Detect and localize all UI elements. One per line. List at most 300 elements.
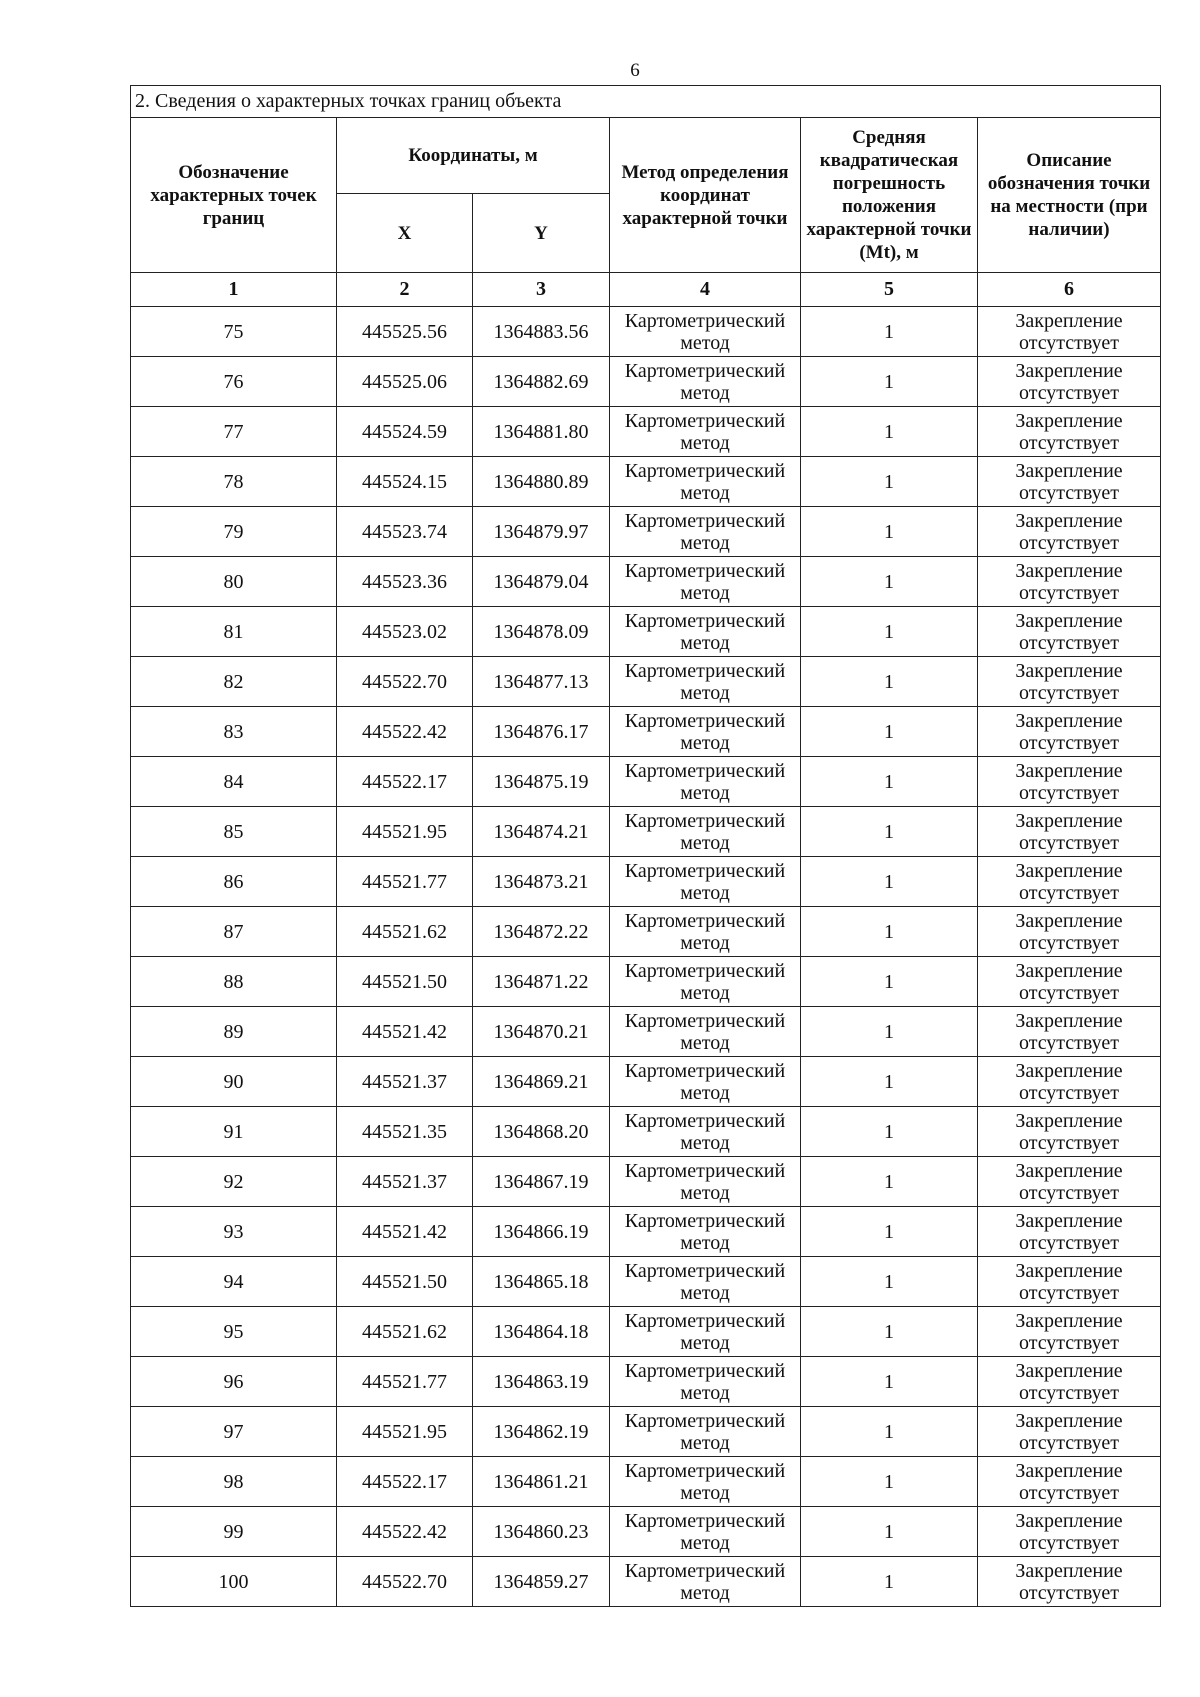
method-cell-line: Картометрический bbox=[624, 1059, 786, 1082]
description-cell bbox=[978, 507, 1161, 557]
point-number-cell: 85 bbox=[131, 807, 337, 857]
description-cell bbox=[978, 357, 1161, 407]
method-cell-line: метод bbox=[680, 631, 730, 654]
point-number-cell: 79 bbox=[131, 507, 337, 557]
y-coordinate-cell: 1364878.09 bbox=[473, 607, 610, 657]
x-coordinate-cell: 445521.95 bbox=[337, 1407, 473, 1457]
x-coordinate-cell: 445521.37 bbox=[337, 1057, 473, 1107]
point-number-cell: 100 bbox=[131, 1557, 337, 1607]
method-cell-line: Картометрический bbox=[624, 759, 786, 782]
method-cell-line: Картометрический bbox=[624, 659, 786, 682]
method-cell-line: метод bbox=[680, 581, 730, 604]
y-coordinate-cell: 1364860.23 bbox=[473, 1507, 610, 1557]
header-x: X bbox=[337, 194, 473, 273]
description-cell-line: отсутствует bbox=[1018, 531, 1120, 554]
table-row bbox=[131, 957, 1161, 1007]
method-cell bbox=[610, 457, 801, 507]
error-cell: 1 bbox=[801, 507, 978, 557]
method-cell-line: метод bbox=[680, 381, 730, 404]
description-cell bbox=[978, 807, 1161, 857]
description-cell-line: Закрепление bbox=[1015, 359, 1123, 382]
y-coordinate-cell: 1364873.21 bbox=[473, 857, 610, 907]
method-cell-line: Картометрический bbox=[624, 859, 786, 882]
error-cell: 1 bbox=[801, 1357, 978, 1407]
point-number-cell: 93 bbox=[131, 1207, 337, 1257]
header-y: Y bbox=[473, 194, 610, 273]
table-row bbox=[131, 557, 1161, 607]
y-coordinate-cell: 1364881.80 bbox=[473, 407, 610, 457]
x-coordinate-cell: 445523.36 bbox=[337, 557, 473, 607]
method-cell-line: Картометрический bbox=[624, 1359, 786, 1382]
method-cell-line: Картометрический bbox=[624, 309, 786, 332]
description-cell-line: отсутствует bbox=[1018, 431, 1120, 454]
table-row bbox=[131, 507, 1161, 557]
description-cell bbox=[978, 1057, 1161, 1107]
method-cell-line: метод bbox=[680, 981, 730, 1004]
column-number: 4 bbox=[610, 273, 801, 307]
method-cell bbox=[610, 607, 801, 657]
x-coordinate-cell: 445524.15 bbox=[337, 457, 473, 507]
header-description: Описание обозначения точки на местности (при наличии) bbox=[978, 118, 1161, 273]
method-cell bbox=[610, 407, 801, 457]
error-cell: 1 bbox=[801, 1107, 978, 1157]
y-coordinate-cell: 1364879.04 bbox=[473, 557, 610, 607]
description-cell-line: отсутствует bbox=[1018, 881, 1120, 904]
method-cell bbox=[610, 707, 801, 757]
error-cell: 1 bbox=[801, 1457, 978, 1507]
method-cell-line: Картометрический bbox=[624, 809, 786, 832]
error-cell: 1 bbox=[801, 457, 978, 507]
column-number: 5 bbox=[801, 273, 978, 307]
description-cell-line: Закрепление bbox=[1015, 1259, 1123, 1282]
table-row bbox=[131, 307, 1161, 357]
method-cell bbox=[610, 1157, 801, 1207]
description-cell-line: отсутствует bbox=[1018, 331, 1120, 354]
error-cell: 1 bbox=[801, 657, 978, 707]
method-cell bbox=[610, 307, 801, 357]
table-body bbox=[131, 86, 1161, 1607]
method-cell bbox=[610, 1057, 801, 1107]
method-cell bbox=[610, 557, 801, 607]
method-cell-line: метод bbox=[680, 1031, 730, 1054]
error-cell: 1 bbox=[801, 1057, 978, 1107]
table-row bbox=[131, 1107, 1161, 1157]
description-cell-line: отсутствует bbox=[1018, 681, 1120, 704]
table-row bbox=[131, 1557, 1161, 1607]
method-cell bbox=[610, 1207, 801, 1257]
method-cell-line: метод bbox=[680, 931, 730, 954]
description-cell-line: отсутствует bbox=[1018, 1231, 1120, 1254]
method-cell-line: Картометрический bbox=[624, 559, 786, 582]
method-cell bbox=[610, 357, 801, 407]
description-cell-line: Закрепление bbox=[1015, 459, 1123, 482]
method-cell-line: Картометрический bbox=[624, 709, 786, 732]
y-coordinate-cell: 1364868.20 bbox=[473, 1107, 610, 1157]
description-cell-line: отсутствует bbox=[1018, 931, 1120, 954]
description-cell bbox=[978, 857, 1161, 907]
y-coordinate-cell: 1364861.21 bbox=[473, 1457, 610, 1507]
table-row bbox=[131, 757, 1161, 807]
method-cell-line: метод bbox=[680, 1581, 730, 1604]
header-method: Метод определения координат характерной точки bbox=[610, 118, 801, 273]
y-coordinate-cell: 1364874.21 bbox=[473, 807, 610, 857]
table-row bbox=[131, 1357, 1161, 1407]
description-cell-line: Закрепление bbox=[1015, 1109, 1123, 1132]
method-cell-line: метод bbox=[680, 481, 730, 504]
method-cell-line: Картометрический bbox=[624, 909, 786, 932]
method-cell-line: метод bbox=[680, 1531, 730, 1554]
x-coordinate-cell: 445523.02 bbox=[337, 607, 473, 657]
method-cell-line: метод bbox=[680, 1131, 730, 1154]
table-row bbox=[131, 1157, 1161, 1207]
table-row bbox=[131, 1457, 1161, 1507]
description-cell-line: отсутствует bbox=[1018, 781, 1120, 804]
description-cell-line: отсутствует bbox=[1018, 581, 1120, 604]
method-cell-line: Картометрический bbox=[624, 1459, 786, 1482]
description-cell bbox=[978, 1257, 1161, 1307]
description-cell bbox=[978, 957, 1161, 1007]
error-cell: 1 bbox=[801, 807, 978, 857]
point-number-cell: 91 bbox=[131, 1107, 337, 1157]
y-coordinate-cell: 1364876.17 bbox=[473, 707, 610, 757]
method-cell-line: Картометрический bbox=[624, 1559, 786, 1582]
y-coordinate-cell: 1364863.19 bbox=[473, 1357, 610, 1407]
error-cell: 1 bbox=[801, 1157, 978, 1207]
x-coordinate-cell: 445521.95 bbox=[337, 807, 473, 857]
description-cell bbox=[978, 307, 1161, 357]
method-cell bbox=[610, 1257, 801, 1307]
description-cell bbox=[978, 1507, 1161, 1557]
table-row bbox=[131, 907, 1161, 957]
y-coordinate-cell: 1364864.18 bbox=[473, 1307, 610, 1357]
boundary-points-table bbox=[130, 85, 1161, 1607]
method-cell-line: метод bbox=[680, 331, 730, 354]
method-cell bbox=[610, 507, 801, 557]
description-cell-line: отсутствует bbox=[1018, 1281, 1120, 1304]
point-number-cell: 89 bbox=[131, 1007, 337, 1057]
point-number-cell: 77 bbox=[131, 407, 337, 457]
y-coordinate-cell: 1364862.19 bbox=[473, 1407, 610, 1457]
error-cell: 1 bbox=[801, 607, 978, 657]
y-coordinate-cell: 1364867.19 bbox=[473, 1157, 610, 1207]
section-title: 2. Сведения о характерных точках границ объекта bbox=[131, 86, 1161, 118]
method-cell-line: Картометрический bbox=[624, 1509, 786, 1532]
method-cell bbox=[610, 1507, 801, 1557]
description-cell-line: Закрепление bbox=[1015, 1309, 1123, 1332]
method-cell-line: Картометрический bbox=[624, 1309, 786, 1332]
x-coordinate-cell: 445525.06 bbox=[337, 357, 473, 407]
point-number-cell: 75 bbox=[131, 307, 337, 357]
point-number-cell: 98 bbox=[131, 1457, 337, 1507]
header-row bbox=[131, 118, 1161, 194]
y-coordinate-cell: 1364882.69 bbox=[473, 357, 610, 407]
method-cell-line: Картометрический bbox=[624, 459, 786, 482]
x-coordinate-cell: 445523.74 bbox=[337, 507, 473, 557]
description-cell-line: Закрепление bbox=[1015, 1009, 1123, 1032]
method-cell-line: метод bbox=[680, 531, 730, 554]
method-cell-line: Картометрический bbox=[624, 359, 786, 382]
x-coordinate-cell: 445522.42 bbox=[337, 707, 473, 757]
point-number-cell: 96 bbox=[131, 1357, 337, 1407]
point-number-cell: 94 bbox=[131, 1257, 337, 1307]
y-coordinate-cell: 1364872.22 bbox=[473, 907, 610, 957]
point-number-cell: 78 bbox=[131, 457, 337, 507]
y-coordinate-cell: 1364871.22 bbox=[473, 957, 610, 1007]
description-cell-line: Закрепление bbox=[1015, 909, 1123, 932]
description-cell bbox=[978, 1457, 1161, 1507]
x-coordinate-cell: 445522.17 bbox=[337, 757, 473, 807]
description-cell-line: Закрепление bbox=[1015, 509, 1123, 532]
table-row bbox=[131, 1307, 1161, 1357]
description-cell bbox=[978, 1107, 1161, 1157]
method-cell-line: метод bbox=[680, 1181, 730, 1204]
description-cell-line: Закрепление bbox=[1015, 709, 1123, 732]
y-coordinate-cell: 1364869.21 bbox=[473, 1057, 610, 1107]
description-cell-line: отсутствует bbox=[1018, 731, 1120, 754]
description-cell bbox=[978, 657, 1161, 707]
error-cell: 1 bbox=[801, 907, 978, 957]
header-coordinates: Координаты, м bbox=[337, 118, 610, 194]
description-cell-line: Закрепление bbox=[1015, 1559, 1123, 1582]
point-number-cell: 95 bbox=[131, 1307, 337, 1357]
description-cell-line: Закрепление bbox=[1015, 409, 1123, 432]
description-cell-line: Закрепление bbox=[1015, 809, 1123, 832]
method-cell bbox=[610, 907, 801, 957]
description-cell-line: отсутствует bbox=[1018, 1531, 1120, 1554]
y-coordinate-cell: 1364870.21 bbox=[473, 1007, 610, 1057]
point-number-cell: 84 bbox=[131, 757, 337, 807]
description-cell-line: отсутствует bbox=[1018, 831, 1120, 854]
description-cell bbox=[978, 707, 1161, 757]
error-cell: 1 bbox=[801, 1557, 978, 1607]
error-cell: 1 bbox=[801, 857, 978, 907]
point-number-cell: 82 bbox=[131, 657, 337, 707]
description-cell bbox=[978, 1207, 1161, 1257]
x-coordinate-cell: 445522.70 bbox=[337, 1557, 473, 1607]
method-cell-line: метод bbox=[680, 1331, 730, 1354]
column-number: 2 bbox=[337, 273, 473, 307]
description-cell-line: отсутствует bbox=[1018, 1581, 1120, 1604]
method-cell-line: метод bbox=[680, 1281, 730, 1304]
x-coordinate-cell: 445521.77 bbox=[337, 1357, 473, 1407]
table-row bbox=[131, 1407, 1161, 1457]
method-cell bbox=[610, 957, 801, 1007]
table-row bbox=[131, 657, 1161, 707]
table-row bbox=[131, 457, 1161, 507]
method-cell-line: метод bbox=[680, 1381, 730, 1404]
description-cell-line: отсутствует bbox=[1018, 631, 1120, 654]
point-number-cell: 76 bbox=[131, 357, 337, 407]
x-coordinate-cell: 445521.42 bbox=[337, 1207, 473, 1257]
method-cell-line: метод bbox=[680, 431, 730, 454]
description-cell-line: Закрепление bbox=[1015, 859, 1123, 882]
description-cell bbox=[978, 757, 1161, 807]
point-number-cell: 88 bbox=[131, 957, 337, 1007]
description-cell bbox=[978, 607, 1161, 657]
method-cell bbox=[610, 1407, 801, 1457]
description-cell-line: Закрепление bbox=[1015, 1209, 1123, 1232]
section-title-row bbox=[131, 86, 1161, 118]
description-cell-line: отсутствует bbox=[1018, 481, 1120, 504]
column-number: 6 bbox=[978, 273, 1161, 307]
error-cell: 1 bbox=[801, 757, 978, 807]
method-cell-line: метод bbox=[680, 731, 730, 754]
method-cell-line: Картометрический bbox=[624, 409, 786, 432]
description-cell bbox=[978, 407, 1161, 457]
page-number: 6 bbox=[630, 60, 640, 81]
x-coordinate-cell: 445521.50 bbox=[337, 1257, 473, 1307]
x-coordinate-cell: 445521.35 bbox=[337, 1107, 473, 1157]
y-coordinate-cell: 1364866.19 bbox=[473, 1207, 610, 1257]
method-cell bbox=[610, 1307, 801, 1357]
description-cell-line: отсутствует bbox=[1018, 1081, 1120, 1104]
method-cell bbox=[610, 1007, 801, 1057]
column-number: 1 bbox=[131, 273, 337, 307]
header-error: Средняя квадратическая погрешность положения характерной точки (Mt), м bbox=[801, 118, 978, 273]
x-coordinate-cell: 445521.62 bbox=[337, 1307, 473, 1357]
error-cell: 1 bbox=[801, 1007, 978, 1057]
table-row bbox=[131, 1057, 1161, 1107]
description-cell bbox=[978, 907, 1161, 957]
description-cell-line: Закрепление bbox=[1015, 1059, 1123, 1082]
point-number-cell: 86 bbox=[131, 857, 337, 907]
x-coordinate-cell: 445522.70 bbox=[337, 657, 473, 707]
method-cell bbox=[610, 1357, 801, 1407]
description-cell-line: Закрепление bbox=[1015, 1359, 1123, 1382]
x-coordinate-cell: 445521.37 bbox=[337, 1157, 473, 1207]
error-cell: 1 bbox=[801, 957, 978, 1007]
y-coordinate-cell: 1364875.19 bbox=[473, 757, 610, 807]
description-cell-line: Закрепление bbox=[1015, 309, 1123, 332]
description-cell bbox=[978, 457, 1161, 507]
method-cell-line: Картометрический bbox=[624, 1259, 786, 1282]
method-cell-line: метод bbox=[680, 681, 730, 704]
description-cell-line: отсутствует bbox=[1018, 981, 1120, 1004]
point-number-cell: 87 bbox=[131, 907, 337, 957]
table-row bbox=[131, 407, 1161, 457]
method-cell-line: Картометрический bbox=[624, 609, 786, 632]
description-cell-line: Закрепление bbox=[1015, 659, 1123, 682]
description-cell-line: Закрепление bbox=[1015, 1509, 1123, 1532]
description-cell-line: Закрепление bbox=[1015, 609, 1123, 632]
point-number-cell: 80 bbox=[131, 557, 337, 607]
x-coordinate-cell: 445521.42 bbox=[337, 1007, 473, 1057]
error-cell: 1 bbox=[801, 407, 978, 457]
method-cell bbox=[610, 757, 801, 807]
table-row bbox=[131, 1507, 1161, 1557]
table-row bbox=[131, 857, 1161, 907]
table-row bbox=[131, 1207, 1161, 1257]
y-coordinate-cell: 1364865.18 bbox=[473, 1257, 610, 1307]
method-cell bbox=[610, 657, 801, 707]
x-coordinate-cell: 445525.56 bbox=[337, 307, 473, 357]
method-cell-line: метод bbox=[680, 781, 730, 804]
error-cell: 1 bbox=[801, 1507, 978, 1557]
description-cell-line: Закрепление bbox=[1015, 759, 1123, 782]
error-cell: 1 bbox=[801, 1207, 978, 1257]
method-cell-line: метод bbox=[680, 1231, 730, 1254]
x-coordinate-cell: 445521.50 bbox=[337, 957, 473, 1007]
header-designation: Обозначение характерных точек границ bbox=[131, 118, 337, 273]
method-cell-line: метод bbox=[680, 1481, 730, 1504]
description-cell-line: Закрепление bbox=[1015, 959, 1123, 982]
method-cell-line: метод bbox=[680, 1431, 730, 1454]
x-coordinate-cell: 445521.62 bbox=[337, 907, 473, 957]
y-coordinate-cell: 1364859.27 bbox=[473, 1557, 610, 1607]
method-cell bbox=[610, 1557, 801, 1607]
description-cell-line: Закрепление bbox=[1015, 1159, 1123, 1182]
y-coordinate-cell: 1364880.89 bbox=[473, 457, 610, 507]
x-coordinate-cell: 445522.17 bbox=[337, 1457, 473, 1507]
description-cell bbox=[978, 1407, 1161, 1457]
x-coordinate-cell: 445521.77 bbox=[337, 857, 473, 907]
method-cell-line: Картометрический bbox=[624, 1109, 786, 1132]
table-row bbox=[131, 1257, 1161, 1307]
y-coordinate-cell: 1364877.13 bbox=[473, 657, 610, 707]
description-cell-line: отсутствует bbox=[1018, 381, 1120, 404]
method-cell-line: метод bbox=[680, 831, 730, 854]
method-cell-line: метод bbox=[680, 1081, 730, 1104]
description-cell-line: отсутствует bbox=[1018, 1481, 1120, 1504]
method-cell bbox=[610, 807, 801, 857]
method-cell-line: Картометрический bbox=[624, 1009, 786, 1032]
point-number-cell: 92 bbox=[131, 1157, 337, 1207]
description-cell bbox=[978, 1157, 1161, 1207]
description-cell-line: отсутствует bbox=[1018, 1381, 1120, 1404]
method-cell-line: Картометрический bbox=[624, 1159, 786, 1182]
column-number-row bbox=[131, 273, 1161, 307]
point-number-cell: 83 bbox=[131, 707, 337, 757]
error-cell: 1 bbox=[801, 1407, 978, 1457]
description-cell-line: отсутствует bbox=[1018, 1431, 1120, 1454]
description-cell-line: отсутствует bbox=[1018, 1181, 1120, 1204]
method-cell-line: Картометрический bbox=[624, 1209, 786, 1232]
y-coordinate-cell: 1364879.97 bbox=[473, 507, 610, 557]
error-cell: 1 bbox=[801, 307, 978, 357]
method-cell-line: метод bbox=[680, 881, 730, 904]
description-cell bbox=[978, 1557, 1161, 1607]
table-row bbox=[131, 357, 1161, 407]
x-coordinate-cell: 445524.59 bbox=[337, 407, 473, 457]
table-row bbox=[131, 607, 1161, 657]
description-cell bbox=[978, 1307, 1161, 1357]
description-cell-line: отсутствует bbox=[1018, 1331, 1120, 1354]
method-cell-line: Картометрический bbox=[624, 1409, 786, 1432]
point-number-cell: 97 bbox=[131, 1407, 337, 1457]
error-cell: 1 bbox=[801, 1257, 978, 1307]
error-cell: 1 bbox=[801, 707, 978, 757]
point-number-cell: 90 bbox=[131, 1057, 337, 1107]
description-cell-line: Закрепление bbox=[1015, 1459, 1123, 1482]
table-row bbox=[131, 1007, 1161, 1057]
error-cell: 1 bbox=[801, 1307, 978, 1357]
description-cell-line: Закрепление bbox=[1015, 559, 1123, 582]
point-number-cell: 81 bbox=[131, 607, 337, 657]
method-cell bbox=[610, 1457, 801, 1507]
x-coordinate-cell: 445522.42 bbox=[337, 1507, 473, 1557]
table-row bbox=[131, 807, 1161, 857]
table-row bbox=[131, 707, 1161, 757]
method-cell bbox=[610, 857, 801, 907]
description-cell bbox=[978, 557, 1161, 607]
error-cell: 1 bbox=[801, 557, 978, 607]
method-cell-line: Картометрический bbox=[624, 509, 786, 532]
method-cell-line: Картометрический bbox=[624, 959, 786, 982]
description-cell-line: отсутствует bbox=[1018, 1031, 1120, 1054]
description-cell bbox=[978, 1007, 1161, 1057]
description-cell bbox=[978, 1357, 1161, 1407]
method-cell bbox=[610, 1107, 801, 1157]
